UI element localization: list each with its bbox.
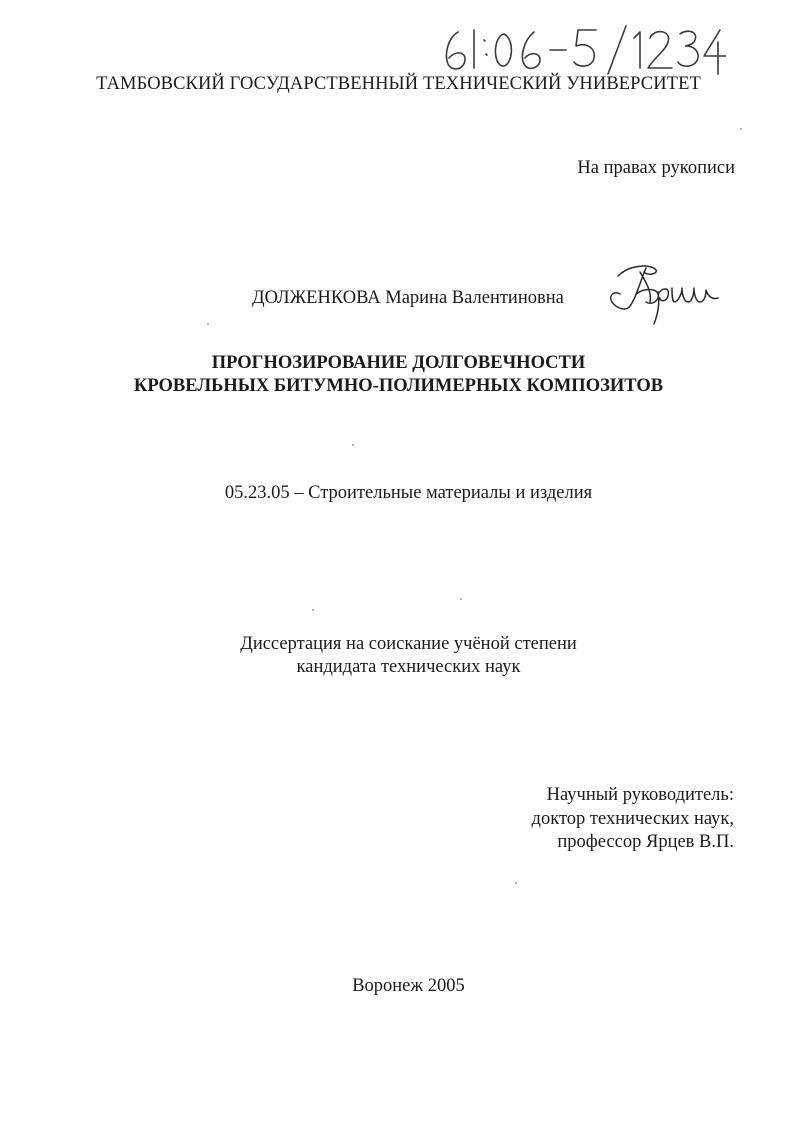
dissertation-degree xyxy=(0,633,797,679)
dissertation-title xyxy=(0,352,797,398)
supervisor-label: Научный руководитель: xyxy=(546,785,734,805)
title-line-2: КРОВЕЛЬНЫХ БИТУМНО-ПОЛИМЕРНЫХ КОМПОЗИТОВ xyxy=(133,376,664,396)
scan-speck xyxy=(515,882,517,884)
specialty-code: 05.23.05 – Строительные материалы и изделия xyxy=(224,483,593,503)
scan-speck xyxy=(352,444,354,446)
title-line-1: ПРОГНОЗИРОВАНИЕ ДОЛГОВЕЧНОСТИ xyxy=(211,353,586,373)
handwritten-stamp-icon xyxy=(436,18,726,80)
degree-line-1: Диссертация на соискание учёной степени xyxy=(240,634,577,654)
manuscript-rights-note: На правах рукописи xyxy=(577,158,735,178)
scan-speck xyxy=(207,323,209,325)
signature-icon xyxy=(600,258,728,328)
author-signature xyxy=(600,258,728,328)
supervisor-name: профессор Ярцев В.П. xyxy=(557,832,734,852)
scan-speck xyxy=(312,609,314,611)
scan-speck xyxy=(460,598,462,600)
author-name: ДОЛЖЕНКОВА Марина Валентиновна xyxy=(252,288,564,308)
supervisor-degree: доктор технических наук, xyxy=(531,808,734,829)
degree-line-2: кандидата технических наук xyxy=(296,657,521,677)
archive-number-stamp xyxy=(436,18,726,80)
scientific-supervisor xyxy=(532,784,734,855)
university-name: ТАМБОВСКИЙ ГОСУДАРСТВЕННЫЙ ТЕХНИЧЕСКИЙ УНИВЕРСИТЕТ xyxy=(96,74,701,94)
city-year: Воронеж 2005 xyxy=(352,976,465,996)
scan-speck xyxy=(740,128,742,130)
